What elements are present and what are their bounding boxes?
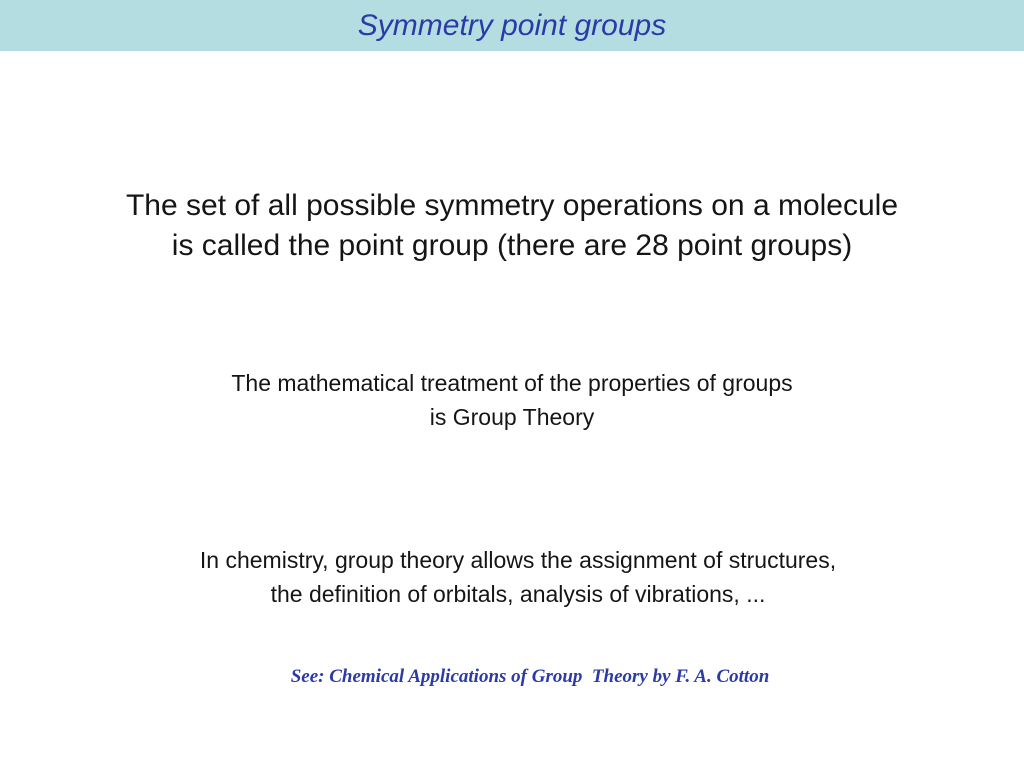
applications-line-1: In chemistry, group theory allows the assignment of structures, [199, 547, 837, 573]
group-theory-line-2: is Group Theory [429, 404, 595, 430]
applications-line-2: the definition of orbitals, analysis of vibrations, ... [270, 581, 766, 607]
group-theory-statement [0, 366, 1024, 434]
main-statement-line-1: The set of all possible symmetry operations on a molecule [125, 189, 899, 222]
main-statement-line-2: is called the point group (there are 28 point groups) [171, 229, 853, 262]
reference-citation: See: Chemical Applications of Group Theory by F. A. Cotton [290, 666, 770, 687]
main-statement [0, 186, 1024, 266]
slide-title: Symmetry point groups [357, 9, 667, 42]
group-theory-line-1: The mathematical treatment of the properties of groups [231, 370, 793, 396]
applications-statement [6, 543, 1024, 611]
